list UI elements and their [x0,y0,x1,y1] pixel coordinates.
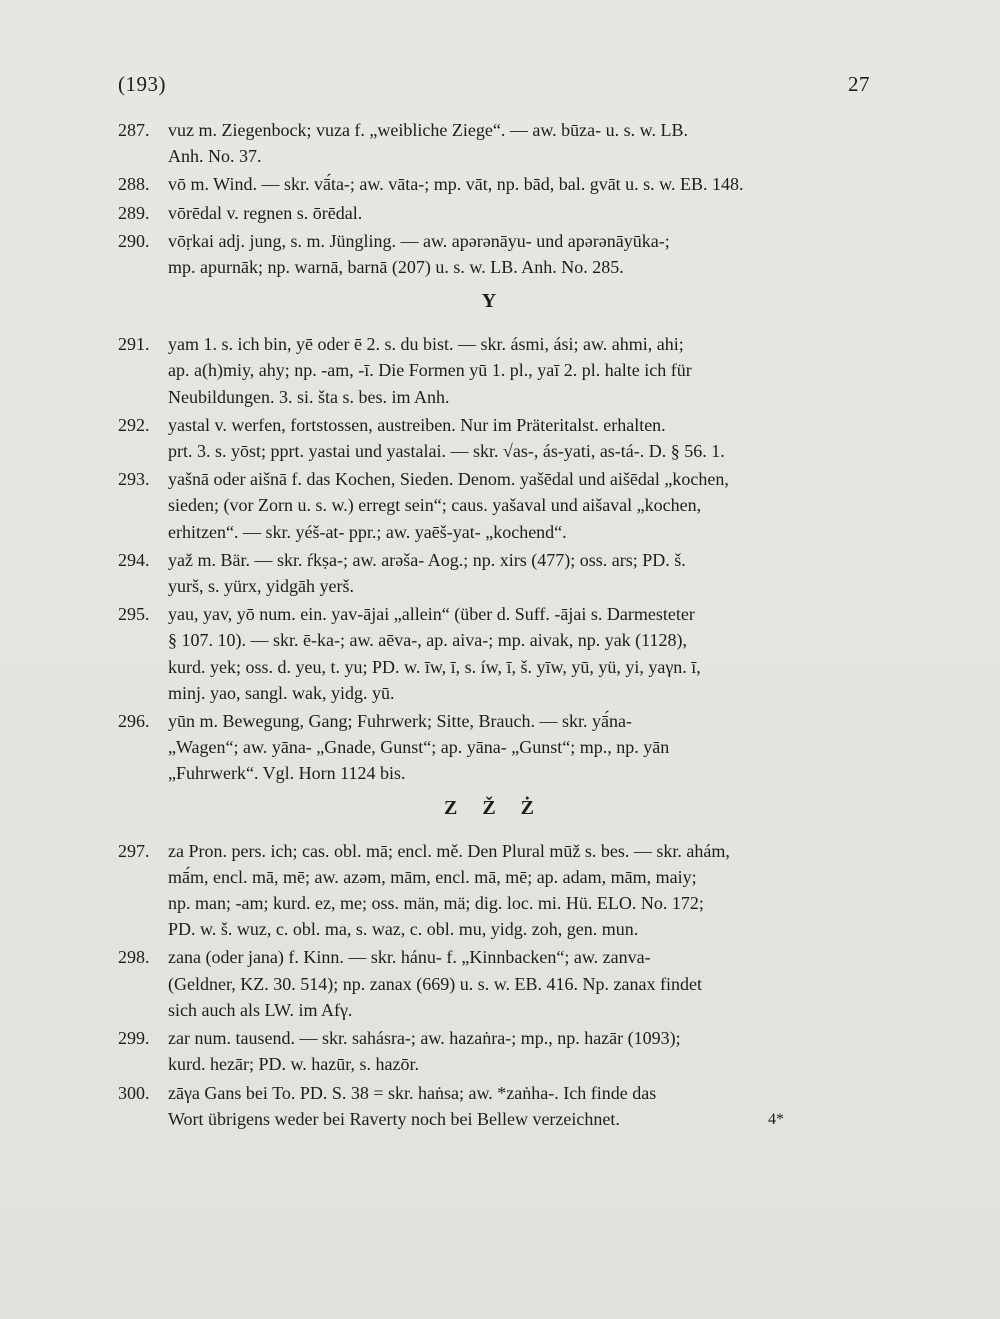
entry-line: ap. a(h)miy, ahy; np. -am, -ī. Die Formen yū 1. pl., yaī 2. pl. halte ich für [168,360,692,381]
entry-line: sich auch als LW. im Afγ. [168,999,353,1020]
entry-number: 287. [118,120,150,140]
entry-line: mp. apurnāk; np. warnā, barnā (207) u. s. w. LB. Anh. No. 285. [168,257,624,278]
entry [118,200,870,226]
entry-number: 288. [118,174,150,195]
entry-line: yau, yav, yō num. ein. yav-ājai „allein“ (über d. Suff. -ājai s. Darmesteter [168,604,695,625]
entry-line: yaž m. Bär. — skr. ŕkṣa-; aw. arəša- Aog.; np. xirs (477); oss. ars; PD. š. [168,549,686,570]
entry [118,171,870,197]
entry-text [168,331,870,410]
entry [118,1025,870,1077]
entry [118,1080,870,1132]
entry-line: zāγa Gans bei To. PD. S. 38 = skr. haṅsa; aw. *zaṅha-. Ich finde das [168,1082,657,1103]
entry [118,228,870,280]
entry-text [168,708,870,787]
entry-number: 290. [118,230,150,251]
entry-line: Neubildungen. 3. si. šta s. bes. im Anh. [168,386,450,407]
page-number-right: 27 [848,72,870,96]
entries-block-z [118,838,870,1132]
entry-line: yam 1. s. ich bin, yē oder ē 2. s. du bist. — skr. ásmi, ási; aw. ahmi, ahi; [168,334,684,355]
section-heading-z: Z Ž Ż [443,796,545,819]
page-number-left: (193) [118,72,166,96]
entry-number: 292. [118,414,150,435]
entry-text [168,466,870,545]
entry-text [168,228,870,280]
section-heading-y: Y [481,290,507,313]
entry-number: 294. [118,549,150,570]
entry-line: Anh. No. 37. [168,146,262,167]
entry-text [168,1080,870,1132]
page-header [118,72,870,97]
entry-line: vuz m. Ziegenbock; vuza f. „weibliche Ziege“. — aw. būza- u. s. w. LB. [168,120,688,140]
entries-block-initial [118,117,870,280]
entry-number: 297. [118,840,150,861]
entry-line: zana (oder jana) f. Kinn. — skr. hánu- f. „Kinnbacken“; aw. zanva- [168,947,651,968]
entry-text [168,838,870,943]
entry-line: np. man; -am; kurd. ez, me; oss. män, mä; dig. loc. mi. Hü. ELO. No. 172; [168,893,704,914]
entry-line: kurd. yek; oss. d. yeu, t. yu; PD. w. īw, ī, s. íw, ī, š. yīw, yū, yü, yi, yaγn. ī, [168,656,701,677]
entry-line: vō m. Wind. — skr. vā́ta-; aw. vāta-; mp. vāt, np. bād, bal. gvāt u. s. w. EB. 148. [168,174,744,195]
entry-text [168,171,870,197]
entry-text [168,601,870,706]
entry-text [168,944,870,1023]
entry-line: prt. 3. s. yōst; pprt. yastai und yastalai. — skr. √as-, ás-yati, as-tá-. D. § 56. 1. [168,441,725,462]
entry-number: 300. [118,1082,150,1103]
entry-line: Wort übrigens weder bei Raverty noch bei Bellew verzeichnet. [168,1108,620,1129]
entry [118,601,870,706]
entry-number: 298. [118,947,150,968]
entry-number: 296. [118,711,150,732]
entry [118,708,870,787]
entry-number: 295. [118,604,150,625]
entry [118,466,870,545]
entry [118,412,870,464]
entry [118,547,870,599]
signature-mark: 4* [768,1111,784,1128]
entry-line: yurš, s. yürx, yidgāh yerš. [168,576,354,597]
entry-line: mā́m, encl. mā, mē; aw. azəm, mām, encl. mā, mē; ap. adam, mām, maiy; [168,866,697,887]
entry-line: vōṛkai adj. jung, s. m. Jüngling. — aw. apərənāyu- und apərənāyūka-; [168,230,670,251]
entry [118,331,870,410]
entry-line: „Fuhrwerk“. Vgl. Horn 1124 bis. [168,763,406,784]
entry-line: vōrēdal v. regnen s. ōrēdal. [168,202,363,223]
entry-line: erhitzen“. — skr. yéš-at- ppr.; aw. yaēš-yat- „kochend“. [168,521,567,542]
entry [118,117,870,169]
entry-line: yastal v. werfen, fortstossen, austreiben. Nur im Präteritalst. erhalten. [168,414,666,435]
entry-number: 299. [118,1028,150,1049]
entry [118,944,870,1023]
entry-number: 293. [118,469,150,490]
entry-line: yašnā oder aišnā f. das Kochen, Sieden. Denom. yašēdal und aišēdal „kochen, [168,469,729,490]
entry-number: 289. [118,202,150,223]
entry-line: kurd. hezār; PD. w. hazūr, s. hazōr. [168,1054,420,1075]
entry-line: zar num. tausend. — skr. sahásra-; aw. hazaṅra-; mp., np. hazār (1093); [168,1028,681,1049]
entry-number: 291. [118,334,150,355]
entry-text [168,1025,870,1077]
entry-line: PD. w. š. wuz, c. obl. ma, s. waz, c. obl. mu, yidg. zoh, gen. mun. [168,919,639,940]
entry-line: (Geldner, KZ. 30. 514); np. zanax (669) u. s. w. EB. 416. Np. zanax findet [168,973,702,994]
entry-line: za Pron. pers. ich; cas. obl. mā; encl. mě. Den Plural mūž s. bes. — skr. ahám, [168,840,730,861]
entry-text [168,547,870,599]
entry-line: yūn m. Bewegung, Gang; Fuhrwerk; Sitte, Brauch. — skr. yā́na- [168,711,632,732]
entry-line: sieden; (vor Zorn u. s. w.) erregt sein“; caus. yašaval und aišaval „kochen, [168,495,702,516]
entry-line: § 107. 10). — skr. ē-ka-; aw. aēva-, ap. aiva-; mp. aivak, np. yak (1128), [168,630,688,651]
entry-text [168,200,870,226]
entries-block-y [118,331,870,786]
entry-line: minj. yao, sangl. wak, yidg. yū. [168,682,395,703]
entry-text [168,117,870,169]
entry [118,838,870,943]
entry-line: „Wagen“; aw. yāna- „Gnade, Gunst“; ap. yāna- „Gunst“; mp., np. yān [168,737,670,758]
entry-text [168,412,870,464]
